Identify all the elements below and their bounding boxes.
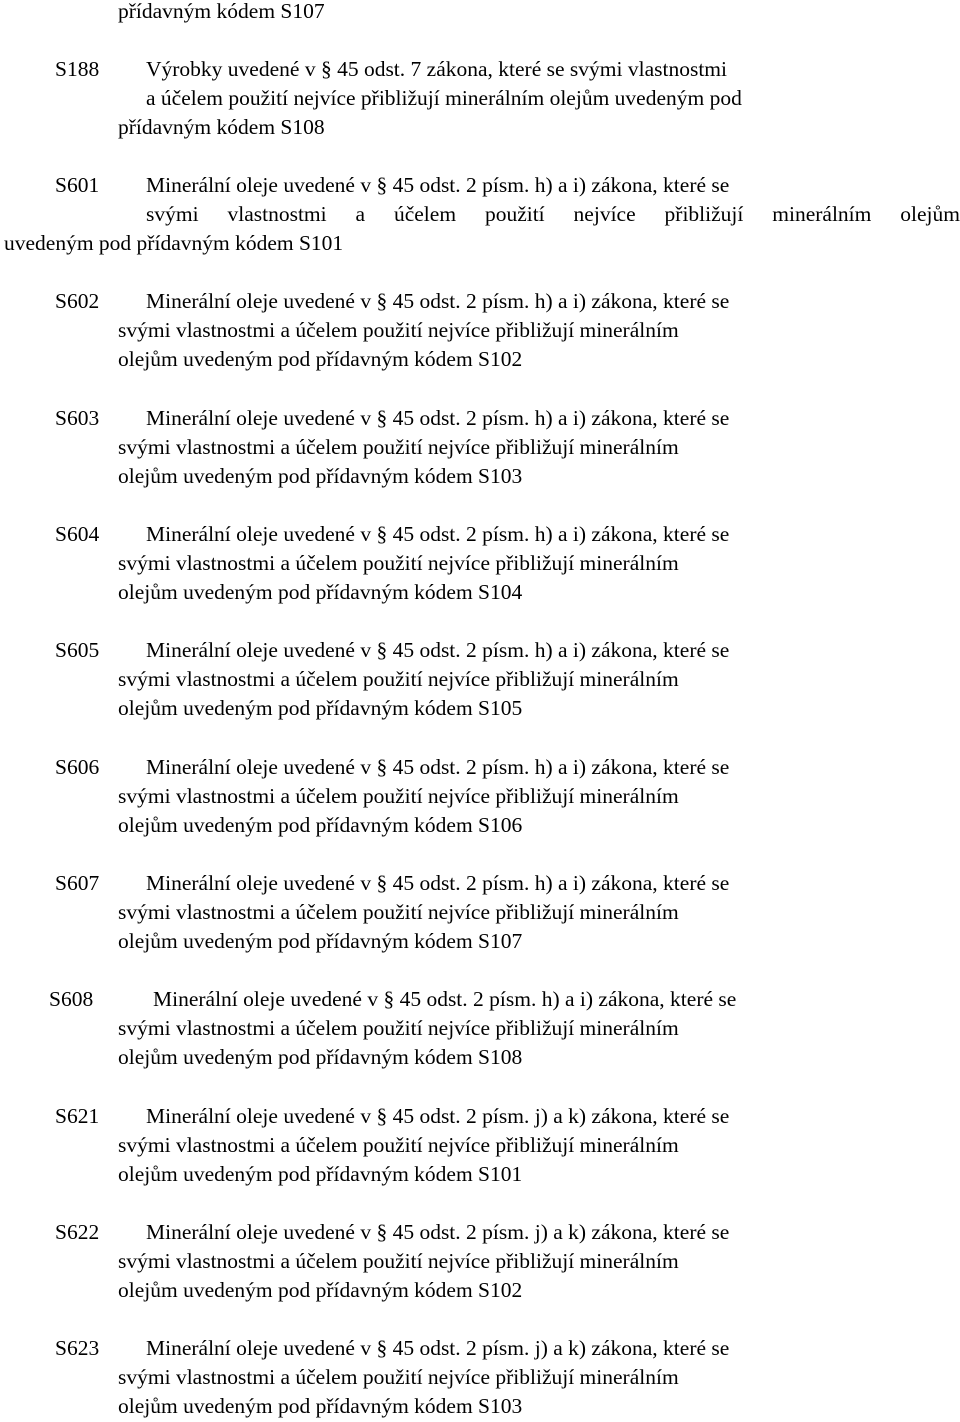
entry-line: olejům uvedeným pod přídavným kódem S103 xyxy=(118,1394,523,1418)
entry-line: svými vlastnostmi a účelem použití nejvíce přibližují minerálním xyxy=(118,435,679,459)
entry-code: S623 xyxy=(55,1336,100,1360)
entry-line: a účelem použití nejvíce přibližují minerálním olejům uvedeným pod xyxy=(146,86,742,110)
entry-code: S603 xyxy=(55,406,100,430)
entry-code: S608 xyxy=(49,987,94,1011)
entry-code: S621 xyxy=(55,1104,100,1128)
entry-line: svými vlastnostmi a účelem použití nejvíce přibližují minerálním xyxy=(118,784,679,808)
entry-line: svými vlastnostmi a účelem použití nejvíce přibližují minerálním xyxy=(118,1133,679,1157)
entry-line: olejům uvedeným pod přídavným kódem S101 xyxy=(118,1162,523,1186)
entry-line: olejům uvedeným pod přídavným kódem S105 xyxy=(118,696,523,720)
entry-line: svými vlastnostmi a účelem použití nejvíce přibližují minerálním xyxy=(118,900,679,924)
entry-line: olejům uvedeným pod přídavným kódem S107 xyxy=(118,929,523,953)
entry-line: Minerální oleje uvedené v § 45 odst. 2 písm. h) a i) zákona, které se xyxy=(146,871,730,895)
entry-line: svými vlastnostmi a účelem použití nejvíce přibližují minerálním xyxy=(118,1016,679,1040)
entry-code: S601 xyxy=(55,173,100,197)
entry-code: S622 xyxy=(55,1220,100,1244)
continuation-line: přídavným kódem S107 xyxy=(118,0,325,23)
entry-code: S602 xyxy=(55,289,100,313)
entry-code: S607 xyxy=(55,871,100,895)
entry-code: S604 xyxy=(55,522,100,546)
entry-code: S605 xyxy=(55,638,100,662)
entry-line: Minerální oleje uvedené v § 45 odst. 2 písm. h) a i) zákona, které se xyxy=(146,289,730,313)
entry-code: S606 xyxy=(55,755,100,779)
entry-line: svými vlastnostmi a účelem použití nejvíce přibližují minerálním olejům xyxy=(146,202,960,226)
entry-line: svými vlastnostmi a účelem použití nejvíce přibližují minerálním xyxy=(118,1249,679,1273)
entry-line: olejům uvedeným pod přídavným kódem S106 xyxy=(118,813,523,837)
entry-line: Minerální oleje uvedené v § 45 odst. 2 písm. h) a i) zákona, které se xyxy=(146,755,730,779)
entry-line: olejům uvedeným pod přídavným kódem S103 xyxy=(118,464,523,488)
entry-line: Minerální oleje uvedené v § 45 odst. 2 písm. j) a k) zákona, které se xyxy=(146,1104,730,1128)
entry-line: Minerální oleje uvedené v § 45 odst. 2 písm. h) a i) zákona, které se xyxy=(146,173,730,197)
entry-line: přídavným kódem S108 xyxy=(118,115,325,139)
entry-line: Minerální oleje uvedené v § 45 odst. 2 písm. j) a k) zákona, které se xyxy=(146,1336,730,1360)
entry-line: uvedeným pod přídavným kódem S101 xyxy=(4,231,344,255)
entry-line: Výrobky uvedené v § 45 odst. 7 zákona, které se svými vlastnostmi xyxy=(146,57,727,81)
entry-line: olejům uvedeným pod přídavným kódem S104 xyxy=(118,580,523,604)
entry-line: svými vlastnostmi a účelem použití nejvíce přibližují minerálním xyxy=(118,318,679,342)
entry-line: svými vlastnostmi a účelem použití nejvíce přibližují minerálním xyxy=(118,667,679,691)
entry-line: olejům uvedeným pod přídavným kódem S102 xyxy=(118,1278,523,1302)
entry-line: olejům uvedeným pod přídavným kódem S108 xyxy=(118,1045,523,1069)
entry-line: svými vlastnostmi a účelem použití nejvíce přibližují minerálním xyxy=(118,1365,679,1389)
entry-line: svými vlastnostmi a účelem použití nejvíce přibližují minerálním xyxy=(118,551,679,575)
entry-line: olejům uvedeným pod přídavným kódem S102 xyxy=(118,347,523,371)
entry-code: S188 xyxy=(55,57,100,81)
entry-line: Minerální oleje uvedené v § 45 odst. 2 písm. h) a i) zákona, které se xyxy=(146,638,730,662)
entry-line: Minerální oleje uvedené v § 45 odst. 2 písm. h) a i) zákona, které se xyxy=(146,522,730,546)
entry-line: Minerální oleje uvedené v § 45 odst. 2 písm. j) a k) zákona, které se xyxy=(146,1220,730,1244)
entry-line: Minerální oleje uvedené v § 45 odst. 2 písm. h) a i) zákona, které se xyxy=(146,406,730,430)
entry-line: Minerální oleje uvedené v § 45 odst. 2 písm. h) a i) zákona, které se xyxy=(153,987,737,1011)
